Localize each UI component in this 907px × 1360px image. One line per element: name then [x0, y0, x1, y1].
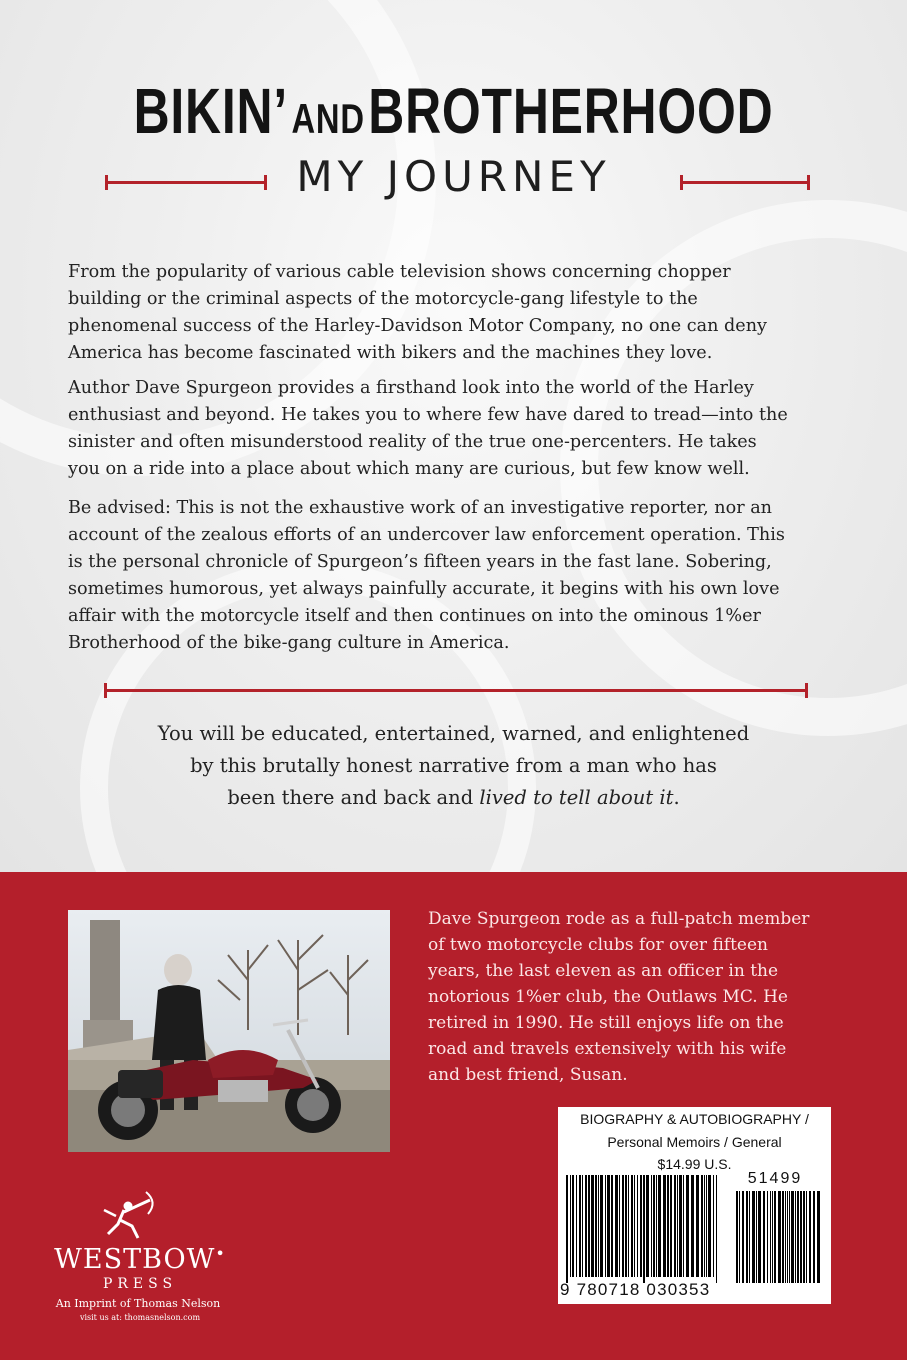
addon-bar	[782, 1191, 784, 1283]
addon-bar	[736, 1191, 738, 1283]
category-line-2: Personal Memoirs / General	[607, 1134, 782, 1150]
barcode-bar	[566, 1175, 568, 1283]
barcode-bar	[646, 1175, 649, 1277]
barcode-bar	[585, 1175, 587, 1277]
barcode-bar	[600, 1175, 603, 1277]
barcode-bar	[615, 1175, 618, 1277]
barcode-bar	[658, 1175, 661, 1277]
barcode-bar	[611, 1175, 613, 1277]
addon-bar	[778, 1191, 781, 1283]
title-part-2: BROTHERHOOD	[368, 75, 774, 147]
barcode-bar	[674, 1175, 676, 1277]
price: $14.99 U.S.	[657, 1156, 732, 1172]
barcode-bar	[634, 1175, 635, 1277]
description-paragraph-1	[68, 259, 848, 367]
barcode-bar	[637, 1175, 638, 1277]
barcode-bar	[663, 1175, 666, 1277]
barcode-bar	[706, 1175, 707, 1277]
barcode-bar	[628, 1175, 629, 1277]
addon-bar	[749, 1191, 750, 1283]
addon-bar	[785, 1191, 786, 1283]
barcode-bar	[701, 1175, 703, 1277]
author-bio: Dave Spurgeon rode as a full-patch member of two motorcycle clubs for over fifteen years, the last eleven as an officer in the notorious 1%er club, the Outlaws MC. He retired in 1990. He still enjoys life on the road and travels extensively with his wife and best friend, Susan.	[428, 909, 810, 1085]
barcode-bar	[572, 1175, 574, 1277]
subtitle-rule-right	[680, 181, 810, 184]
quote-line-3-italic: lived to tell about it	[479, 786, 674, 809]
addon-bar	[789, 1191, 790, 1283]
quote-line-2: by this brutally honest narrative from a man who has	[190, 754, 717, 777]
publisher-imprint: An Imprint of Thomas Nelson	[55, 1297, 221, 1310]
barcode-box	[558, 1107, 831, 1304]
addon-bar	[791, 1191, 794, 1283]
quote-line-3-plain: been there and back and	[227, 786, 480, 809]
section-divider	[104, 689, 808, 692]
barcode-bar	[607, 1175, 610, 1277]
pull-quote	[0, 718, 907, 814]
barcode-bar	[643, 1175, 645, 1283]
paragraph-text: Author Dave Spurgeon provides a firsthand look into the world of the Harley enthusiast and beyond. He takes you to where few have dared to tread—into the sinister and often misunderstood reality of the true one-percenters. He takes you on a ride into a place about which many are curious, but few know well.	[68, 378, 788, 479]
title-part-1: BIKIN’	[133, 75, 289, 147]
addon-bar	[742, 1191, 744, 1283]
publisher-website: visit us at: thomasnelson.com	[79, 1313, 201, 1322]
addon-bar	[767, 1191, 768, 1283]
barcode-bar	[708, 1175, 711, 1277]
barcode-bar	[716, 1175, 717, 1283]
barcode-bar	[713, 1175, 714, 1277]
barcode-bar	[677, 1175, 678, 1277]
barcode-bar	[683, 1175, 684, 1277]
barcode-bar	[570, 1175, 571, 1277]
addon-bar	[813, 1191, 815, 1283]
barcode-bar	[595, 1175, 597, 1277]
publisher-name-west: WESTBOW	[54, 1244, 216, 1275]
barcode-bar	[582, 1175, 583, 1277]
barcode-bar	[598, 1175, 599, 1277]
addon-bar	[752, 1191, 755, 1283]
barcode-bar	[704, 1175, 705, 1277]
book-subtitle: MY JOURNEY	[296, 152, 611, 201]
addon-bar	[809, 1191, 811, 1283]
barcode-bar	[653, 1175, 655, 1277]
barcode-bar	[579, 1175, 581, 1277]
barcode-bar	[670, 1175, 672, 1277]
description-paragraph-2	[68, 375, 848, 483]
addon-bar	[763, 1191, 765, 1283]
barcode-bar	[686, 1175, 689, 1277]
book-title	[100, 74, 807, 148]
title-and: AND	[291, 95, 365, 142]
addon-bar	[787, 1191, 788, 1283]
addon-bar	[772, 1191, 773, 1283]
author-photo-image	[68, 910, 390, 1152]
barcode-bar	[576, 1175, 577, 1277]
addon-bar	[795, 1191, 796, 1283]
publisher-dot: •	[215, 1244, 226, 1263]
barcode-bar	[696, 1175, 699, 1277]
paragraph-text: Be advised: This is not the exhaustive work of an investigative reporter, nor an account of the zealous efforts of an undercover law enforcement operation. This is the personal chronicle of Spurgeon’s fifteen years in the fast lane. Sobering, sometimes humorous, yet always painfully accurate, it begins with his own love affair with the motorcycle itself and then continues on into the ominous 1%er Brotherhood of the bike-gang culture in America.	[68, 498, 785, 653]
addon-bar	[803, 1191, 805, 1283]
description-paragraph-3	[68, 495, 848, 657]
barcode-bar	[640, 1175, 642, 1277]
archer-icon	[20, 1190, 260, 1246]
quote-line-1: You will be educated, entertained, warned, and enlightened	[157, 722, 750, 745]
price-code: 51499	[747, 1170, 803, 1187]
publisher-name	[20, 1244, 260, 1275]
publisher-press: PRESS	[102, 1276, 178, 1292]
isbn-digits: 9 780718 030353	[560, 1280, 711, 1299]
addon-bar	[806, 1191, 807, 1283]
barcode-bar	[667, 1175, 669, 1277]
addon-bar	[746, 1191, 748, 1283]
barcode-bar	[622, 1175, 624, 1277]
addon-bar	[758, 1191, 761, 1283]
barcode-bar	[651, 1175, 652, 1277]
barcode-bar	[591, 1175, 594, 1277]
barcode-bar	[656, 1175, 657, 1277]
barcode-bar	[631, 1175, 633, 1277]
addon-bar	[770, 1191, 771, 1283]
addon-bar	[797, 1191, 799, 1283]
barcode-bar	[679, 1175, 682, 1277]
author-photo	[68, 910, 390, 1152]
addon-bar	[800, 1191, 802, 1283]
publisher-logo	[20, 1190, 260, 1320]
barcode-bar	[588, 1175, 590, 1277]
quote-line-3	[0, 782, 907, 814]
addon-bar	[774, 1191, 776, 1283]
addon-bar	[739, 1191, 740, 1283]
paragraph-text: From the popularity of various cable television shows concerning chopper building or the criminal aspects of the motorcycle-gang lifestyle to the phenomenal success of the Harley-Davidson Motor Company, no one can deny America has become fascinated with bikers and the machines they love.	[68, 262, 767, 363]
barcode-bar	[691, 1175, 694, 1277]
barcode-bar	[625, 1175, 627, 1277]
barcode-bar	[605, 1175, 606, 1277]
barcode-graphic	[558, 1107, 831, 1304]
category-line-1: BIOGRAPHY & AUTOBIOGRAPHY /	[580, 1111, 809, 1127]
barcode-bar	[619, 1175, 620, 1277]
addon-bar	[817, 1191, 820, 1283]
quote-line-3-end: .	[673, 786, 680, 809]
addon-bar	[756, 1191, 757, 1283]
